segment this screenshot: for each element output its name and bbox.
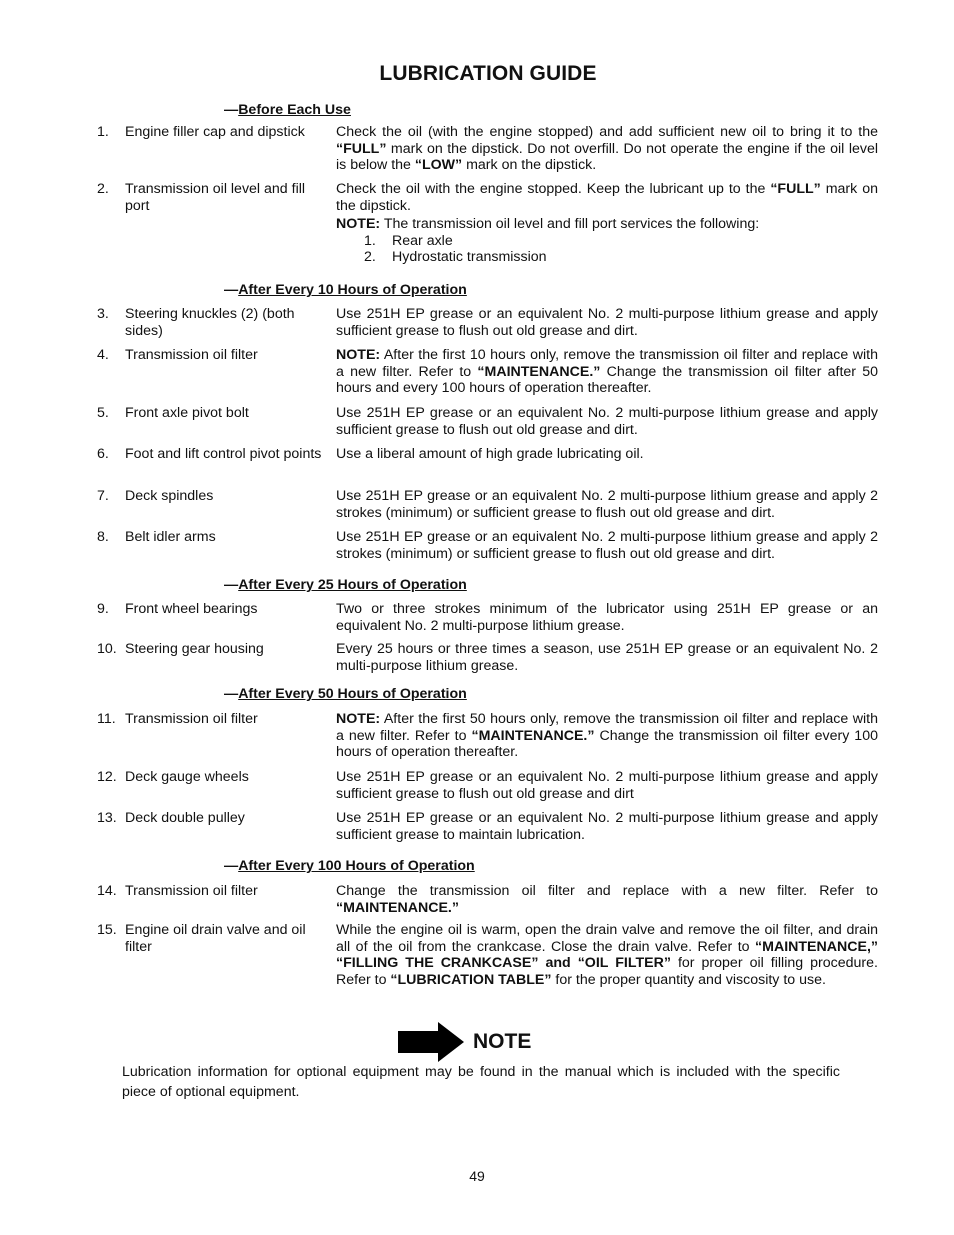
item-description: Check the oil (with the engine stopped) and add sufficient new oil to bring it to the “FULL” mark on the dipstick. Do not overfill. Do not operate the engine if the oil level is below the “LOW” mark on the dipstick. [336,124,878,174]
bold-text: “MAINTENANCE.” [471,727,595,744]
section-label: After Every 10 Hours of Operation [238,282,467,298]
bold-text: “LOW” [414,157,463,174]
item-description: Use a liberal amount of high grade lubricating oil. [336,446,644,462]
note-label: NOTE: [336,216,381,233]
item-name: Front axle pivot bolt [125,405,249,421]
item-number: 9. [97,601,109,617]
sub-item-number: 1. [364,232,376,249]
item-description: Use 251H EP grease or an equivalent No. 2 multi-purpose lithium grease and apply 2 strokes (minimum) or sufficient grease to flush out old grease and dirt. [336,529,878,562]
item-number: 14. [97,883,117,899]
item-name: Deck gauge wheels [125,769,249,785]
section-label: After Every 100 Hours of Operation [238,858,475,874]
item-description: Use 251H EP grease or an equivalent No. 2 multi-purpose lithium grease and apply sufficient grease to flush out old grease and dirt. [336,306,878,339]
item-description: Two or three strokes minimum of the lubricator using 251H EP grease or an equivalent No. 2 multi-purpose lithium grease. [336,601,878,634]
item-number: 12. [97,769,117,785]
bold-text: “MAINTENANCE.” [336,899,459,916]
item-name: Deck double pulley [125,810,245,826]
item-number: 10. [97,641,117,657]
item-name: Transmission oil level and fill port [125,181,306,214]
item-description: Change the transmission oil filter and replace with a new filter. Refer to “MAINTENANCE.” [336,883,878,916]
sub-list-item [336,249,878,266]
item-name: Transmission oil filter [125,883,258,899]
item-number: 15. [97,922,117,938]
item-number: 2. [97,181,109,197]
note-text: Lubrication information for optional equipment may be found in the manual which is included with the specific piece of optional equipment. [122,1064,840,1100]
item-description: Every 25 hours or three times a season, use 251H EP grease or an equivalent No. 2 multi-purpose lithium grease. [336,641,878,674]
item-description: NOTE: After the first 10 hours only, remove the transmission oil filter and replace with a new filter. Refer to “MAINTENANCE.” Change the transmission oil filter after 50 hours and every 100 hours of operation thereafter. [336,347,878,397]
item-name: Deck spindles [125,488,214,504]
item-name: Steering gear housing [125,641,264,657]
bold-text: NOTE: [336,347,381,363]
item-name: Front wheel bearings [125,601,258,617]
item-name: Belt idler arms [125,529,216,545]
section-10-hours: —After Every 10 Hours of Operation [224,282,467,298]
section-label: After Every 50 Hours of Operation [238,686,467,702]
section-100-hours: —After Every 100 Hours of Operation [224,858,475,874]
item-number: 8. [97,529,109,545]
item-name: Steering knuckles (2) (both sides) [125,306,295,339]
item-number: 11. [97,711,116,727]
page-title: LUBRICATION GUIDE [379,62,597,85]
bold-text: “FULL” [770,181,821,197]
item-name: Transmission oil filter [125,711,258,727]
item-description: Use 251H EP grease or an equivalent No. 2 multi-purpose lithium grease and apply sufficient grease to maintain lubrication. [336,810,878,843]
item-number: 5. [97,405,109,421]
bold-text: “FULL” [336,140,387,157]
sub-item-text: Hydrostatic transmission [392,249,547,266]
bold-text: “LUBRICATION TABLE” [390,971,552,988]
item-description: Use 251H EP grease or an equivalent No. 2 multi-purpose lithium grease and apply sufficient grease to flush out old grease and dirt. [336,405,878,438]
section-label: After Every 25 Hours of Operation [238,577,467,593]
item-description: Use 251H EP grease or an equivalent No. 2 multi-purpose lithium grease and apply sufficient grease to flush out old grease and dirt [336,769,878,802]
item-number: 6. [97,446,109,462]
sub-item-text: Rear axle [392,232,453,249]
item-description: NOTE: After the first 50 hours only, remove the transmission oil filter and replace with a new filter. Refer to “MAINTENANCE.” Change the transmission oil filter every 100 hours of operation thereafter. [336,711,878,761]
item-description: While the engine oil is warm, open the drain valve and remove the oil filter, and drain all of the oil from the crankcase. Close the drain valve. Refer to “MAINTENANCE,” “FILLING THE CRANKCASE” and “OIL FILTER” for proper oil filling procedure. Refer to “LUBRICATION TABLE” for the proper quantity and viscosity to use. [336,922,878,988]
arrow-right-icon [398,1022,464,1062]
page-number: 49 [469,1168,485,1184]
bold-text: NOTE: [336,711,381,727]
note-label: NOTE [473,1030,532,1053]
bold-text: “MAINTENANCE.” [477,363,601,380]
item-number: 1. [97,124,109,140]
sub-list-item [336,233,878,250]
item-name: Foot and lift control pivot points [125,446,322,462]
item-name: Transmission oil filter [125,347,258,363]
item-number: 7. [97,488,109,504]
bold-text: “MAINTENANCE,” “FILLING THE CRANKCASE” and “OIL FILTER” [336,938,878,972]
sub-list [336,233,878,266]
item-name: Engine oil drain valve and oil filter [125,922,306,955]
section-50-hours: —After Every 50 Hours of Operation [224,686,467,702]
section-25-hours: —After Every 25 Hours of Operation [224,577,467,593]
section-label: Before Each Use [238,102,351,118]
item-description: Use 251H EP grease or an equivalent No. 2 multi-purpose lithium grease and apply 2 strokes (minimum) or sufficient grease to flush out old grease and dirt. [336,488,878,521]
item-number: 4. [97,347,109,363]
item-number: 3. [97,306,109,322]
item-name: Engine filler cap and dipstick [125,124,305,140]
item-number: 13. [97,810,117,826]
sub-item-number: 2. [364,249,376,266]
item-description: Check the oil with the engine stopped. Keep the lubricant up to the “FULL” mark on the dipstick. NOTE: The transmission oil level and fill port services the following: 1. Rear axle 2. Hydrostatic transmission [336,181,878,266]
section-before-each-use: —Before Each Use [224,102,351,118]
